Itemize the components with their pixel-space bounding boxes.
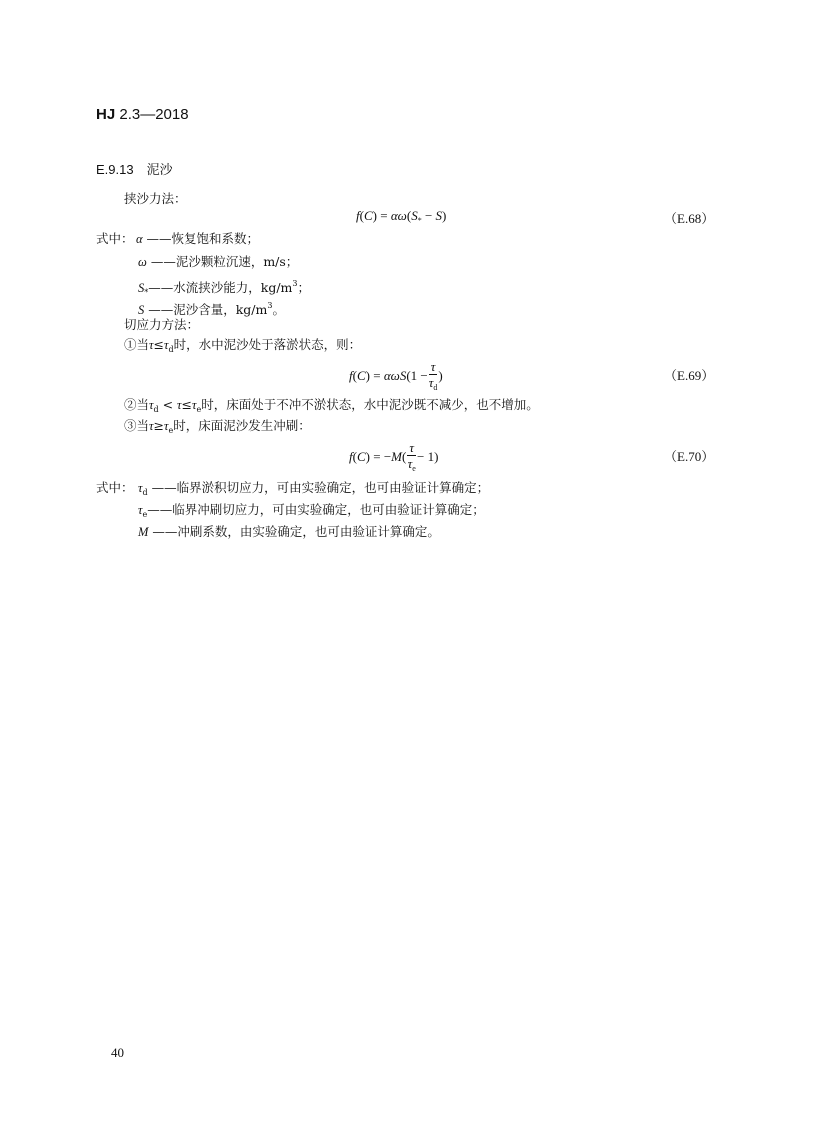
definition-m: M ——冲刷系数，由实验确定，也可由验证计算确定。 bbox=[138, 524, 440, 539]
section-title: E.9.13 泥沙 bbox=[96, 162, 173, 177]
equation-number-e68: （E.68） bbox=[664, 211, 715, 226]
method-sediment-capacity: 挟沙力法： bbox=[124, 191, 187, 206]
condition-3: ③当$\tau\ge\tau_e$时，床面泥沙发生冲刷： bbox=[124, 418, 311, 435]
condition-2: ②当$\tau_d < \tau\le\tau_e$时，床面处于不冲不淤状态，水中泥沙既不减少，也不增加。 bbox=[124, 397, 539, 414]
equation-e68: $f(C) = \alpha\omega(S_* - S)$ bbox=[356, 208, 447, 225]
definition-alpha: α ——恢复饱和系数； bbox=[136, 231, 260, 246]
equation-e69: f(C) = αωS(1 − $\frac{\tau}{\tau_d}$ ) bbox=[349, 359, 443, 392]
definition-tau-d: $\tau_d$ ——临界淤积切应力，可由实验确定，也可由验证计算确定； bbox=[138, 480, 490, 497]
page-number: 40 bbox=[111, 1045, 124, 1060]
definition-s: S ——泥沙含量，$kg/m^3$。 bbox=[138, 301, 285, 317]
standard-prefix: HJ bbox=[96, 106, 116, 123]
equation-e70: f(C) = −M( $\frac{\tau}{\tau_e}$ − 1) bbox=[349, 440, 439, 473]
method-shear-stress: 切应力方法： bbox=[124, 317, 200, 332]
definition-omega: ω ——泥沙颗粒沉速，m/s； bbox=[138, 254, 299, 269]
condition-1: ①当$\tau\le\tau_d$时，水中泥沙处于落淤状态，则： bbox=[124, 337, 362, 354]
equation-number-e69: （E.69） bbox=[664, 368, 715, 383]
equation-number-e70: （E.70） bbox=[664, 449, 715, 464]
standard-code: 2.3—2018 bbox=[115, 106, 189, 123]
definition-tau-e: $\tau_e——$临界冲刷切应力，可由实验确定，也可由验证计算确定； bbox=[138, 502, 485, 519]
definition-s-star: $S_*——$水流挟沙能力，$kg/m^3$； bbox=[138, 279, 311, 297]
where-label-2: 式中： bbox=[96, 480, 134, 495]
document-header bbox=[96, 106, 189, 123]
where-label-1: 式中： bbox=[96, 231, 134, 246]
